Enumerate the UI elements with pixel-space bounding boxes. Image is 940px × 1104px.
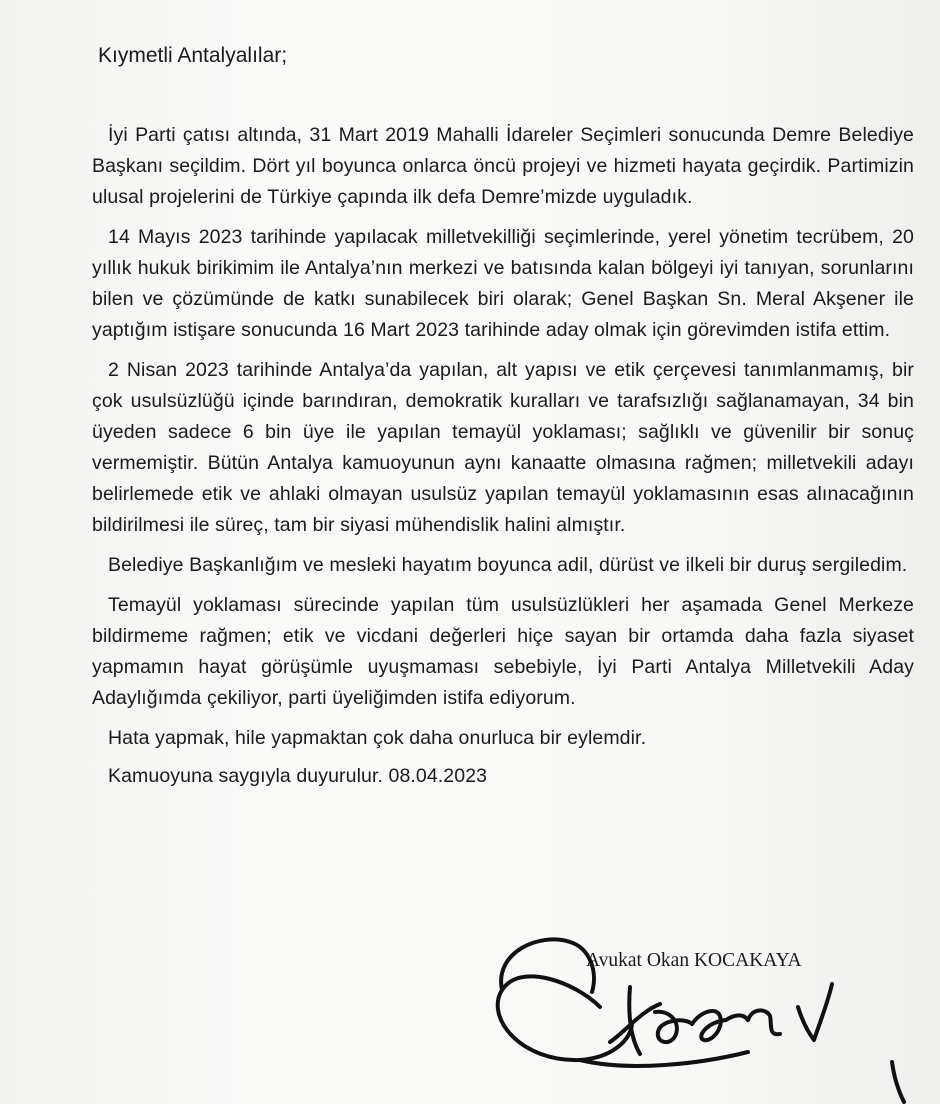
closing-line: Kamuoyuna saygıyla duyurulur. 08.04.2023: [108, 765, 488, 787]
paragraph-3: 2 Nisan 2023 tarihinde Antalya’da yapılan, alt yapısı ve etik çerçevesi tanımlanmamış, bir çok usulsüzlüğü içinde barındıran, demokratik kuralları ve tarafsızlığı sağlanamayan, 34 bin üyeden sadece 6 bin üye ile yapılan temayül yoklaması; sağlıklı ve güvenilir bir sonuç vermemiştir. Bütün Antalya kamuoyunun aynı kanaatte olmasına rağmen; milletvekili adayı belirlemede etik ve ahlaki olmayan usulsüz yapılan temayül yoklamasının esas alınacağının bildirilmesi ile süreç, tam bir siyasi mühendislik halini almıştır.: [92, 359, 914, 536]
handwritten-signature: [480, 912, 940, 1104]
paragraph-2: 14 Mayıs 2023 tarihinde yapılacak milletvekilliği seçimlerinde, yerel yönetim tecrübem, 20 yıllık hukuk birikimim ile Antalya’nın merkezi ve batısında kalan bölgeyi iyi tanıyan, sorunlarını bilen ve çözümünde de katkı sunabilecek biri olarak; Genel Başkan Sn. Meral Akşener ile yaptığım istişare sonucunda 16 Mart 2023 tarihinde aday olmak için görevimden istifa ettim.: [92, 226, 914, 341]
letter-body: [92, 120, 914, 799]
signature-strokes: [498, 939, 904, 1102]
salutation: Kıymetli Antalyalılar;: [98, 44, 288, 67]
paragraph-5: Temayül yoklaması sürecinde yapılan tüm usulsüzlükleri her aşamada Genel Merkeze bildirmeme rağmen; etik ve vicdani değerleri hiçe sayan bir ortamda daha fazla siyaset yapmamın hayat görüşümle uyuşmaması sebebiyle, İyi Parti Antalya Milletvekili Aday Adaylığımda çekiliyor, parti üyeliğimden istifa ediyorum.: [92, 594, 914, 709]
paragraph-6: Hata yapmak, hile yapmaktan çok daha onurluca bir eylemdir.: [108, 727, 647, 749]
signer-name: Avukat Okan KOCAKAYA: [586, 950, 802, 971]
paragraph-1: İyi Parti çatısı altında, 31 Mart 2019 Mahalli İdareler Seçimleri sonucunda Demre Belediye Başkanı seçildim. Dört yıl boyunca onlarca öncü projeyi ve hizmeti hayata geçirdik. Partimizin ulusal projelerini de Türkiye çapında ilk defa Demre’mizde uyguladık.: [92, 124, 914, 208]
paragraph-4: Belediye Başkanlığım ve mesleki hayatım boyunca adil, dürüst ve ilkeli bir duruş sergiledim.: [108, 554, 908, 576]
